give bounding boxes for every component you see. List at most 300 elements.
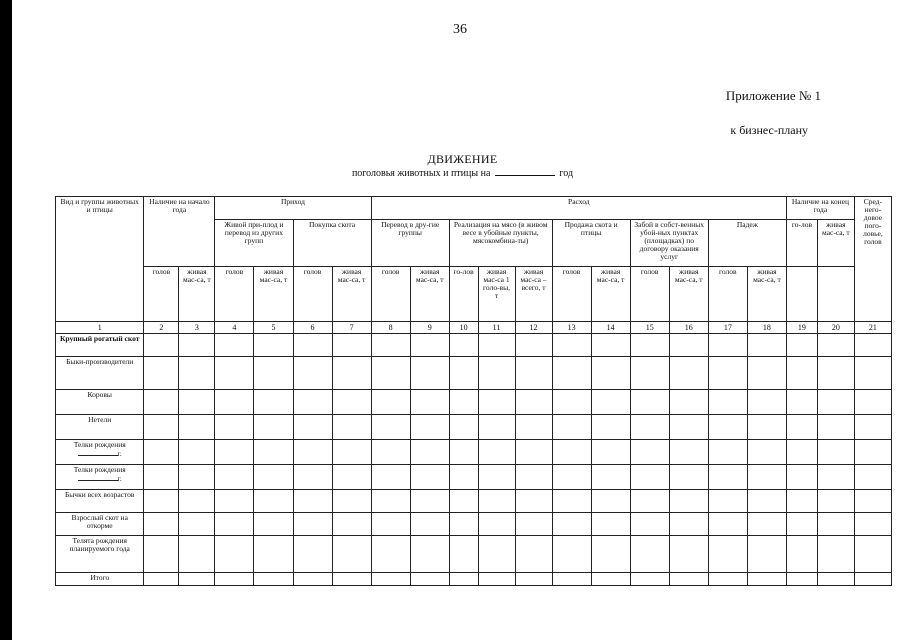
table-cell [215,490,254,513]
table-cell [254,415,293,440]
table-cell [591,573,630,586]
row-label-text: Коровы [87,390,112,399]
table-cell [708,390,747,415]
table-cell [179,334,215,357]
table-cell [371,573,410,586]
header-end-live-mass: живая мас-са, т [817,220,854,267]
table-cell [449,390,478,415]
table-row [56,490,892,513]
row-label-text: Нетели [88,415,112,424]
table-cell [478,465,515,490]
subheader-live-mass: живая мас-са, т [410,267,449,322]
table-cell [669,440,708,465]
table-cell [817,536,854,573]
table-cell [478,357,515,390]
table-cell [515,440,552,465]
table-cell [708,357,747,390]
table-cell [786,390,817,415]
table-cell [747,536,786,573]
subheader-end-empty [817,267,854,322]
subheader-live-mass: живая мас-са, т [591,267,630,322]
table-cell [552,465,591,490]
table-cell [254,536,293,573]
table-cell [410,334,449,357]
table-cell [817,573,854,586]
table-cell [708,573,747,586]
table-cell [179,415,215,440]
header-start: Наличие на начало года [144,197,215,267]
table-cell [552,513,591,536]
table-cell [332,334,371,357]
row-label-text: Телки рождения [73,465,126,474]
subheader-heads: го-лов [449,267,478,322]
header-exp-transfer: Перевод в дру-гие группы [371,220,449,267]
table-row [56,513,892,536]
subtitle-text: поголовья животных и птицы на [351,168,491,179]
table-cell [179,573,215,586]
table-cell [591,357,630,390]
table-cell [215,513,254,536]
column-number: 8 [371,322,410,334]
table-cell [371,513,410,536]
table-cell [854,536,891,573]
table-cell [215,334,254,357]
table-cell [371,536,410,573]
subheader-heads: голов [215,267,254,322]
column-number: 13 [552,322,591,334]
header-end-heads: го-лов [786,220,817,267]
table-cell [144,415,179,440]
table-cell [371,334,410,357]
table-cell [293,390,332,415]
row-label [56,490,144,513]
table-cell [254,334,293,357]
table-cell [254,390,293,415]
table-cell [669,465,708,490]
table-cell [410,390,449,415]
table-cell [591,440,630,465]
table-row [56,465,892,490]
table-cell [669,490,708,513]
table-cell [410,440,449,465]
table-cell [669,357,708,390]
table-cell [478,440,515,465]
header-avg: Сред-него-довое пого-ловье, голов [854,197,891,322]
table-cell [786,357,817,390]
table-cell [144,513,179,536]
table-cell [410,573,449,586]
table-cell [591,513,630,536]
table-cell [786,465,817,490]
table-cell [817,357,854,390]
table-cell [144,490,179,513]
column-number: 7 [332,322,371,334]
table-row [56,390,892,415]
table-cell [449,440,478,465]
table-cell [410,490,449,513]
table-cell [478,415,515,440]
table-cell [747,390,786,415]
header-expense: Расход [371,197,786,220]
table-cell [410,415,449,440]
table-cell [179,513,215,536]
table-cell [254,357,293,390]
column-number: 11 [478,322,515,334]
table-cell [144,334,179,357]
table-cell [371,357,410,390]
table-cell [515,465,552,490]
table-cell [708,334,747,357]
table-cell [371,465,410,490]
table-cell [708,536,747,573]
column-number: 10 [449,322,478,334]
table-cell [144,390,179,415]
table-row [56,334,892,357]
subheader-live-mass: живая мас-са, т [254,267,293,322]
column-number: 14 [591,322,630,334]
table-cell [786,415,817,440]
table-cell [332,357,371,390]
table-cell [552,440,591,465]
table-cell [591,390,630,415]
row-label [56,357,144,390]
table-cell [410,536,449,573]
table-cell [410,357,449,390]
column-number: 9 [410,322,449,334]
table-cell [630,440,669,465]
subheader-live-mass: живая мас-са, т [747,267,786,322]
table-cell [591,334,630,357]
column-number: 19 [786,322,817,334]
column-number: 21 [854,322,891,334]
row-label [56,465,144,490]
table-cell [591,465,630,490]
table-cell [449,357,478,390]
table-cell [332,536,371,573]
table-cell [630,490,669,513]
table-row [56,573,892,586]
table-cell [254,490,293,513]
table-row [56,357,892,390]
table-cell [293,490,332,513]
row-label [56,415,144,440]
header-income-own: Живой при-плод и перевод из других групп [215,220,293,267]
page-number: 36 [453,22,467,37]
table-cell [854,390,891,415]
row-label [56,573,144,586]
subheader-heads: голов [293,267,332,322]
table-cell [515,415,552,440]
column-number: 5 [254,322,293,334]
table-cell [515,573,552,586]
table-cell [747,440,786,465]
table-cell [669,334,708,357]
table-cell [332,573,371,586]
table-cell [817,334,854,357]
table-cell [786,490,817,513]
table-cell [332,513,371,536]
subheader-live-mass: живая мас-са, т [332,267,371,322]
table-cell [332,490,371,513]
table-cell [449,415,478,440]
table-cell [708,465,747,490]
table-cell [854,490,891,513]
column-number: 15 [630,322,669,334]
table-cell [478,334,515,357]
table-cell [786,334,817,357]
table-cell [552,536,591,573]
table-cell [478,573,515,586]
subheader-heads: голов [144,267,179,322]
document-title: ДВИЖЕНИЕ [427,152,498,166]
table-cell [630,573,669,586]
row-label-text: Телки рождения [73,440,126,449]
table-cell [747,513,786,536]
row-label [56,390,144,415]
scan-edge-strip [0,0,12,640]
table-cell [215,415,254,440]
table-cell [630,357,669,390]
table-cell [630,390,669,415]
table-cell [669,513,708,536]
table-cell [293,536,332,573]
table-cell [478,490,515,513]
table-cell [747,490,786,513]
table-cell [515,357,552,390]
table-cell [179,490,215,513]
table-cell [515,490,552,513]
column-number: 1 [56,322,144,334]
year-blank [78,474,118,481]
row-label-text: Взрослый скот на откорме [71,513,128,530]
table-cell [410,465,449,490]
table-cell [144,573,179,586]
column-number: 18 [747,322,786,334]
table-cell [371,440,410,465]
table-cell [552,573,591,586]
annex-title: Приложение № 1 [725,88,821,103]
table-cell [854,513,891,536]
subtitle-year-word: год [559,168,574,179]
year-blank [78,449,118,456]
table-cell [332,440,371,465]
table-cell [630,465,669,490]
column-number: 2 [144,322,179,334]
table-cell [371,490,410,513]
header-exp-meat: Реализация на мясо (в живом весе в убойные пункты, мясокомбина-ты) [449,220,552,267]
table-cell [293,415,332,440]
row-label-text: Бычки всех возрастов [64,490,135,499]
column-number: 3 [179,322,215,334]
table-cell [786,573,817,586]
subheader-live-mass-per-head: живая мас-са 1 голо-вы, т [478,267,515,322]
subheader-heads: голов [371,267,410,322]
table-cell [854,465,891,490]
subheader-heads: голов [630,267,669,322]
table-cell [332,390,371,415]
table-cell [515,334,552,357]
table-cell [552,490,591,513]
table-cell [817,390,854,415]
header-income-buy: Покупка скота [293,220,371,267]
table-cell [854,573,891,586]
table-cell [854,440,891,465]
row-label [56,536,144,573]
table-cell [817,465,854,490]
table-cell [515,536,552,573]
table-body [56,334,892,586]
table-cell [254,440,293,465]
table-cell [254,513,293,536]
header-exp-slaughter: Забой в собст-венных убой-ных пунктах (площадках) по договору оказания услуг [630,220,708,267]
table-cell [817,440,854,465]
table-cell [179,536,215,573]
column-number: 12 [515,322,552,334]
table-cell [747,334,786,357]
table-cell [293,334,332,357]
table-cell [215,573,254,586]
table-cell [630,334,669,357]
table-cell [817,415,854,440]
header-exp-loss: Падеж [708,220,786,267]
table-cell [708,490,747,513]
row-label [56,440,144,465]
table-cell [449,513,478,536]
row-label-text: Крупный рогатый скот [59,334,140,343]
table-cell [552,357,591,390]
table-cell [786,513,817,536]
table-cell [630,513,669,536]
column-number: 17 [708,322,747,334]
table-cell [854,334,891,357]
table-cell [371,415,410,440]
table-cell [254,465,293,490]
table-cell [449,465,478,490]
year-blank [495,175,555,176]
table-cell [179,390,215,415]
table-cell [478,390,515,415]
table-cell [254,573,293,586]
table-cell [449,334,478,357]
table-cell [515,390,552,415]
row-label-suffix: г. [117,449,122,458]
table-cell [552,415,591,440]
table-cell [215,465,254,490]
table-cell [591,536,630,573]
table-cell [144,357,179,390]
row-label-text: Быки-производители [66,357,134,366]
table-cell [179,465,215,490]
column-number: 20 [817,322,854,334]
subheader-heads: голов [708,267,747,322]
header-income: Приход [215,197,371,220]
row-label-text: Телята рождения планируемого года [69,536,130,553]
table-cell [293,465,332,490]
table-cell [332,465,371,490]
table-cell [410,513,449,536]
table-cell [478,536,515,573]
table-cell [515,513,552,536]
column-number: 16 [669,322,708,334]
table-row [56,536,892,573]
livestock-movement-table [55,196,892,586]
table-cell [179,357,215,390]
subheader-live-mass: живая мас-са, т [179,267,215,322]
table-cell [630,536,669,573]
row-label [56,334,144,357]
annex-subtitle: к бизнес-плану [730,123,808,137]
table-cell [293,513,332,536]
row-label-suffix: г. [117,474,122,483]
column-number-row [56,322,892,334]
subheader-live-mass: живая мас-са, т [669,267,708,322]
table-cell [747,357,786,390]
table-cell [449,490,478,513]
table-cell [747,415,786,440]
table-cell [817,513,854,536]
table-cell [449,536,478,573]
table-cell [449,573,478,586]
header-end: Наличие на конец года [786,197,854,220]
table-cell [371,390,410,415]
table-cell [552,390,591,415]
table-cell [854,357,891,390]
table-cell [215,390,254,415]
table-cell [293,440,332,465]
column-number: 6 [293,322,332,334]
table-cell [747,573,786,586]
column-number: 4 [215,322,254,334]
table-cell [215,536,254,573]
subheader-heads: голов [552,267,591,322]
table-cell [293,573,332,586]
subheader-live-mass-total: живая мас-са – всего, т [515,267,552,322]
table-cell [786,440,817,465]
table-cell [215,440,254,465]
table-cell [552,334,591,357]
row-label-text: Итого [90,573,110,582]
table-row [56,440,892,465]
table-cell [708,440,747,465]
table-cell [144,465,179,490]
table-cell [786,536,817,573]
table-cell [669,573,708,586]
table-cell [332,415,371,440]
table-cell [293,357,332,390]
table-row [56,415,892,440]
table-cell [215,357,254,390]
table-cell [591,415,630,440]
table-cell [478,513,515,536]
table-cell [708,415,747,440]
table-cell [854,415,891,440]
table-cell [669,536,708,573]
table-cell [591,490,630,513]
table-cell [144,440,179,465]
document-subtitle [330,168,595,179]
table-cell [630,415,669,440]
table-cell [708,513,747,536]
row-label [56,513,144,536]
table-cell [669,390,708,415]
subheader-end-empty [786,267,817,322]
table-cell [144,536,179,573]
header-exp-sale: Продажа скота и птицы [552,220,630,267]
table-cell [817,490,854,513]
table-cell [179,440,215,465]
header-kind: Вид и группы животных и птицы [56,197,144,322]
table-cell [747,465,786,490]
